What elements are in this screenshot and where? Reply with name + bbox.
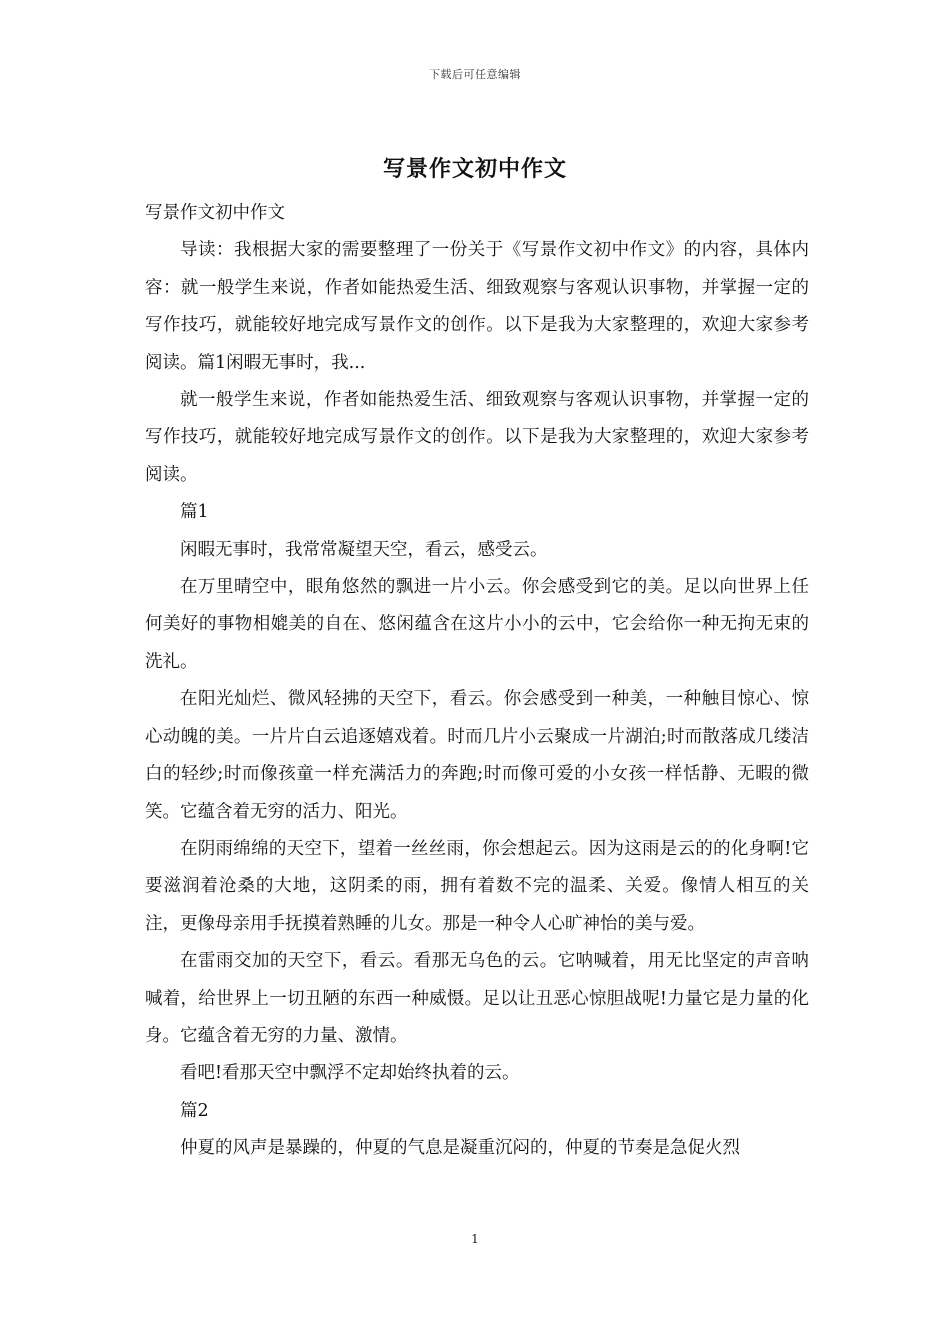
paragraph: 在阴雨绵绵的天空下，望着一丝丝雨，你会想起云。因为这雨是云的的化身啊!它要滋润着沧桑的大地，这阴柔的雨，拥有着数不完的温柔、关爱。像情人相互的关注，更像母亲用手抚摸着熟睡的儿女。那是一种令人心旷神怡的美与爱。 [145, 838, 809, 934]
paragraph: 仲夏的风声是暴躁的，仲夏的气息是凝重沉闷的，仲夏的节奏是急促火烈 [180, 1138, 740, 1159]
paragraph: 在万里晴空中，眼角悠然的飘进一片小云。你会感受到它的美。足以向世界上任何美好的事物相媲美的自在、悠闲蕴含在这片小小的云中，它会给你一种无拘无束的洗礼。 [145, 577, 809, 672]
paragraph: 在雷雨交加的天空下，看云。看那无乌色的云。它呐喊着，用无比坚定的声音呐喊着，给世界上一切丑陋的东西一种威慑。足以让丑恶心惊胆战呢!力量它是力量的化身。它蕴含着无穷的力量、激情。 [145, 951, 809, 1046]
paragraph-intro: 导读：我根据大家的需要整理了一份关于《写景作文初中作文》的内容，具体内容：就一般学生来说，作者如能热爱生活、细致观察与客观认识事物，并掌握一定的写作技巧，就能较好地完成写景作文的创作。以下是我为大家整理的，欢迎大家参考阅读。篇1闲暇无事时，我... [145, 240, 809, 373]
section-heading: 篇1 [180, 502, 209, 523]
paragraph: 闲暇无事时，我常常凝望天空，看云，感受云。 [180, 539, 548, 560]
page-number: 1 [471, 1232, 479, 1246]
paragraph: 就一般学生来说，作者如能热爱生活、细致观察与客观认识事物，并掌握一定的写作技巧，就能较好地完成写景作文的创作。以下是我为大家整理的，欢迎大家参考阅读。 [145, 390, 809, 485]
document-body [145, 195, 809, 1168]
document-subtitle: 写景作文初中作文 [145, 203, 285, 223]
paragraph: 在阳光灿烂、微风轻拂的天空下，看云。你会感受到一种美，一种触目惊心、惊心动魄的美。一片片白云追逐嬉戏着。时而几片小云聚成一片湖泊;时而散落成几缕洁白的轻纱;时而像孩童一样充满活力的奔跑;时而像可爱的小女孩一样恬静、无暇的微笑。它蕴含着无穷的活力、阳光。 [145, 689, 809, 822]
header-note: 下载后可任意编辑 [429, 68, 521, 81]
section-heading: 篇2 [180, 1100, 209, 1121]
paragraph: 看吧!看那天空中飘浮不定却始终执着的云。 [180, 1063, 520, 1084]
document-title: 写景作文初中作文 [382, 156, 567, 182]
